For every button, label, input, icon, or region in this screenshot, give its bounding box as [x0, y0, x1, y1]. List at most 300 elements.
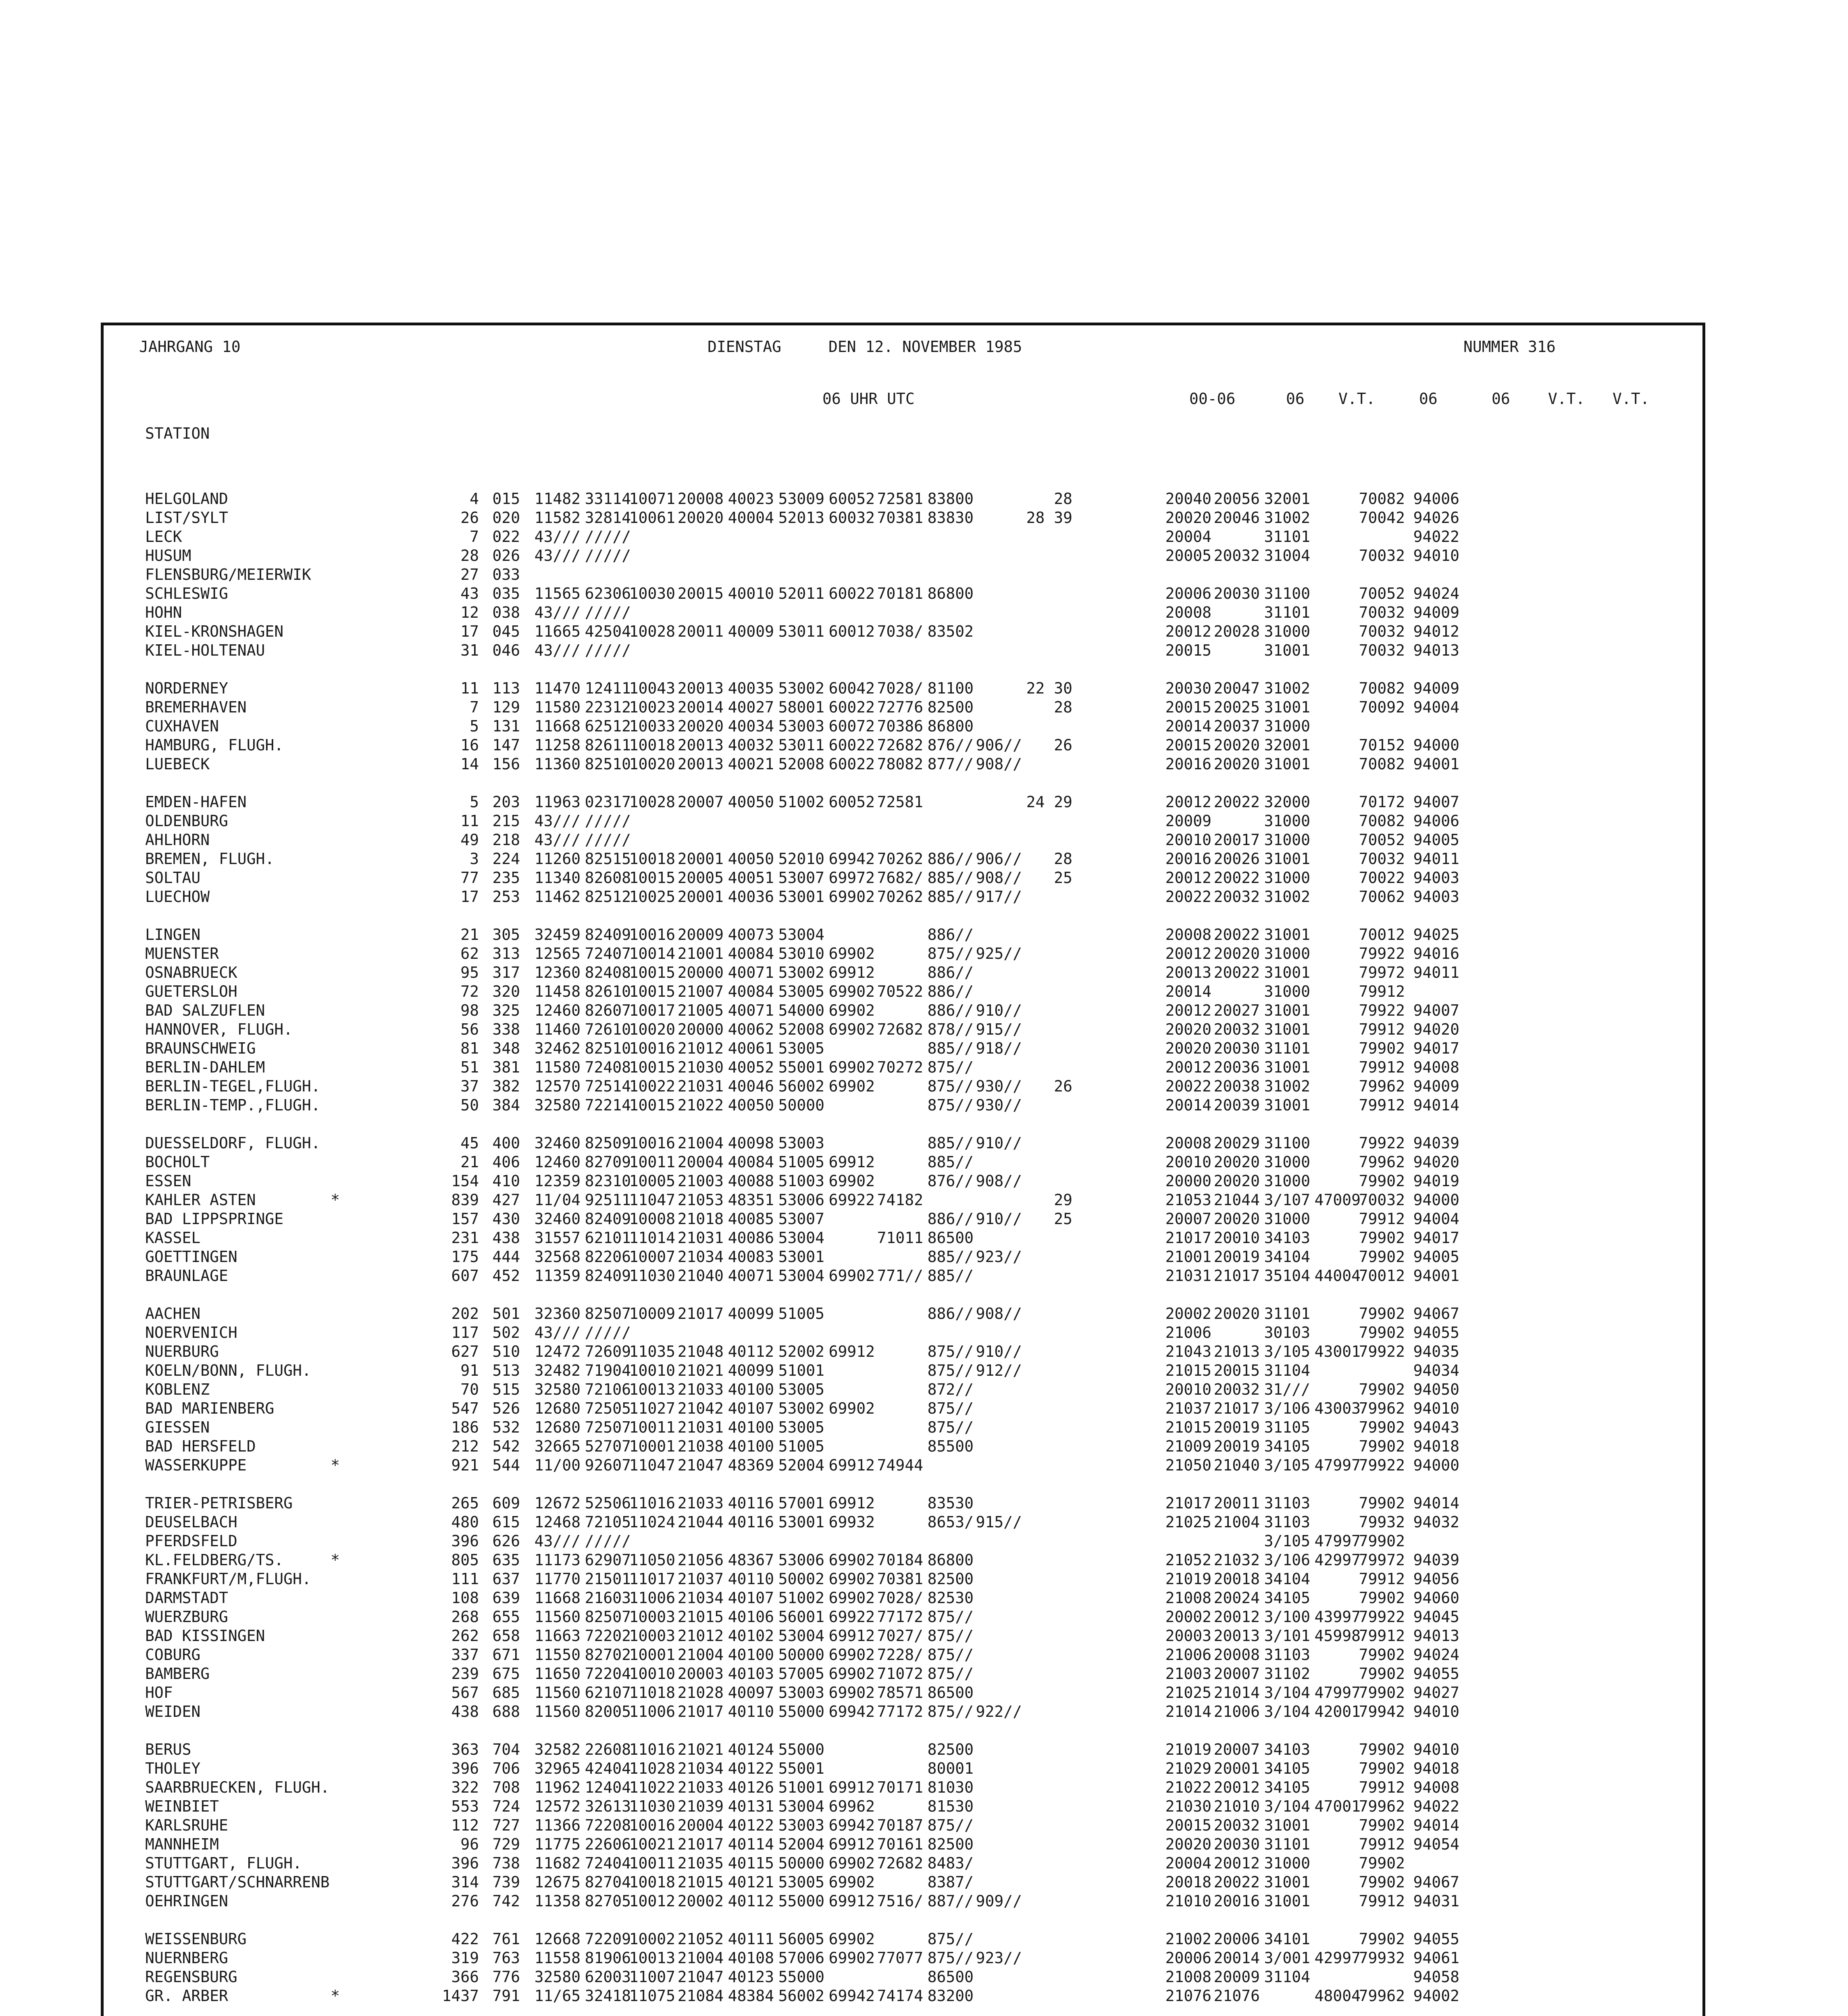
weekday-label: DIENSTAG — [708, 338, 782, 356]
cell: 12468 — [534, 1513, 581, 1531]
cell: 94022 — [1413, 528, 1459, 546]
station-name: WUERZBURG — [145, 1608, 228, 1626]
station-name: SCHLESWIG — [145, 585, 228, 602]
cell: 21034 — [677, 1760, 724, 1777]
cell: 11016 — [629, 1494, 675, 1512]
table-row — [145, 887, 1709, 906]
cell: 78571 — [877, 1684, 923, 1702]
cell: 805 — [451, 1551, 479, 1569]
cell: 20014 — [1165, 983, 1211, 1000]
table-row — [145, 1778, 1709, 1797]
cell: 10003 — [629, 1627, 675, 1645]
cell: 147 — [492, 736, 520, 754]
cell: 94009 — [1413, 679, 1459, 697]
cell: 10015 — [629, 1058, 675, 1076]
cell: 10015 — [629, 1096, 675, 1114]
cell: 885// — [927, 1248, 974, 1266]
cell: 53007 — [778, 869, 824, 887]
table-row — [145, 1664, 1709, 1683]
cell: 22608 — [585, 1741, 631, 1758]
cell: 885// — [927, 888, 974, 906]
cell: 94007 — [1413, 1002, 1459, 1019]
cell: 11/00 — [534, 1456, 581, 1474]
cell: 30103 — [1264, 1324, 1310, 1341]
cell: 212 — [451, 1437, 479, 1455]
cell: 31001 — [1264, 1096, 1310, 1114]
cell: 20046 — [1213, 509, 1260, 527]
cell: 11963 — [534, 793, 581, 811]
cell: 32580 — [534, 1381, 581, 1398]
cell: 20003 — [1165, 1627, 1211, 1645]
station-name: GUETERSLOH — [145, 983, 237, 1000]
cell: 44004 — [1314, 1267, 1361, 1285]
cell: 20030 — [1213, 1039, 1260, 1057]
cell: 20032 — [1213, 1381, 1260, 1398]
cell: ///// — [585, 831, 631, 849]
cell: 40088 — [728, 1172, 774, 1190]
cell: 11668 — [534, 717, 581, 735]
cell: 10022 — [629, 1077, 675, 1095]
table-row — [145, 944, 1709, 963]
cell: 12472 — [534, 1343, 581, 1360]
cell: 94026 — [1413, 509, 1459, 527]
cell: 53002 — [778, 964, 824, 981]
cell: 94007 — [1413, 793, 1459, 811]
cell: 21034 — [677, 1589, 724, 1607]
cell: 79902 — [1359, 1589, 1405, 1607]
cell: 31/// — [1264, 1381, 1310, 1398]
station-name: BERLIN-DAHLEM — [145, 1058, 265, 1076]
cell: 40107 — [728, 1400, 774, 1417]
cell: 51002 — [778, 1589, 824, 1607]
cell: 923// — [976, 1949, 1022, 1967]
cell: 7516/ — [877, 1892, 923, 1910]
cell: 31557 — [534, 1229, 581, 1247]
cell: 43/// — [534, 1324, 581, 1341]
station-name: BAD KISSINGEN — [145, 1627, 265, 1645]
cell: 31000 — [1264, 812, 1310, 830]
cell: 94008 — [1413, 1058, 1459, 1076]
cell: 876// — [927, 1172, 974, 1190]
cell: 020 — [492, 509, 520, 527]
cell: 21030 — [1165, 1797, 1211, 1815]
cell: 20013 — [677, 755, 724, 773]
cell: 79912 — [1359, 1096, 1405, 1114]
group-spacer — [145, 774, 1709, 793]
cell: 20022 — [1165, 888, 1211, 906]
cell: 94058 — [1413, 1968, 1459, 1986]
cell: 79922 — [1359, 1002, 1405, 1019]
cell: 21001 — [677, 945, 724, 962]
cell: 21017 — [1213, 1267, 1260, 1285]
cell: 70022 — [1359, 869, 1405, 887]
cell: 40071 — [728, 1267, 774, 1285]
cell: 11366 — [534, 1816, 581, 1834]
cell: 21015 — [1165, 1362, 1211, 1379]
table-row — [145, 565, 1709, 584]
cell: 11470 — [534, 679, 581, 697]
table-row — [145, 1532, 1709, 1551]
cell: 10011 — [629, 1418, 675, 1436]
cell: 62 — [460, 945, 479, 962]
cell: 69902 — [828, 1873, 875, 1891]
cell: 94014 — [1413, 1494, 1459, 1512]
cell: 11022 — [629, 1779, 675, 1796]
cell: 045 — [492, 623, 520, 640]
cell: 94004 — [1413, 698, 1459, 716]
cell: 20022 — [1213, 964, 1260, 981]
cell: 20005 — [1165, 547, 1211, 564]
cell: 872// — [927, 1381, 974, 1398]
cell: 94014 — [1413, 1816, 1459, 1834]
cell: 94003 — [1413, 869, 1459, 887]
cell: 79912 — [1359, 1020, 1405, 1038]
cell: 79902 — [1359, 1172, 1405, 1190]
cell: 11258 — [534, 736, 581, 754]
cell: 31101 — [1264, 1305, 1310, 1322]
period-label-4: 06 — [1492, 390, 1510, 408]
cell: 40111 — [728, 1930, 774, 1948]
station-name: NORDERNEY — [145, 679, 228, 697]
cell: ///// — [585, 1324, 631, 1341]
cell: 72507 — [585, 1418, 631, 1436]
cell: 69902 — [828, 888, 875, 906]
cell: 886// — [927, 1305, 974, 1322]
cell: 31001 — [1264, 641, 1310, 659]
cell: 218 — [492, 831, 520, 849]
group-spacer — [145, 1115, 1709, 1134]
table-row — [145, 1627, 1709, 1645]
cell: 20019 — [1213, 1437, 1260, 1455]
cell: 42997 — [1314, 1949, 1361, 1967]
station-header: STATION — [145, 425, 210, 442]
cell: 11260 — [534, 850, 581, 868]
cell: 11016 — [629, 1741, 675, 1758]
table-row — [145, 925, 1709, 944]
cell: 20013 — [677, 679, 724, 697]
cell: 20001 — [1213, 1760, 1260, 1777]
cell: 55001 — [778, 1058, 824, 1076]
cell: 875// — [927, 1400, 974, 1417]
cell: 910// — [976, 1134, 1022, 1152]
cell: 875// — [927, 1096, 974, 1114]
cell: 43/// — [534, 604, 581, 621]
cell: 79902 — [1359, 1229, 1405, 1247]
cell: 72106 — [585, 1381, 631, 1398]
cell: 21603 — [585, 1589, 631, 1607]
cell: 21050 — [1165, 1456, 1211, 1474]
station-name: LIST/SYLT — [145, 509, 228, 527]
cell: 427 — [492, 1191, 520, 1209]
cell: 40106 — [728, 1608, 774, 1626]
table-row — [145, 1001, 1709, 1020]
cell: 94018 — [1413, 1437, 1459, 1455]
cell: 32001 — [1264, 736, 1310, 754]
cell: 396 — [451, 1854, 479, 1872]
cell: 876// — [927, 736, 974, 754]
cell: 21006 — [1165, 1646, 1211, 1664]
cell: 40122 — [728, 1760, 774, 1777]
cell: 40100 — [728, 1646, 774, 1664]
cell: 51 — [460, 1058, 479, 1076]
cell: 21039 — [677, 1797, 724, 1815]
cell: 31104 — [1264, 1968, 1310, 1986]
cell: 20013 — [1213, 1627, 1260, 1645]
cell: 7028/ — [877, 679, 923, 697]
cell: 21047 — [677, 1968, 724, 1986]
station-name: SAARBRUECKEN, FLUGH. — [145, 1779, 330, 1796]
cell: 40085 — [728, 1210, 774, 1228]
cell: 26 — [1054, 736, 1072, 754]
cell: 4 — [470, 490, 479, 508]
cell: 32462 — [534, 1039, 581, 1057]
cell: 908// — [976, 755, 1022, 773]
cell: 32580 — [534, 1968, 581, 1986]
station-name: LINGEN — [145, 926, 201, 943]
cell: 94003 — [1413, 888, 1459, 906]
cell: 917// — [976, 888, 1022, 906]
table-row — [145, 1835, 1709, 1854]
cell: 40108 — [728, 1949, 774, 1967]
station-name: MUENSTER — [145, 945, 219, 962]
cell: 33114 — [585, 490, 631, 508]
cell: 20030 — [1213, 585, 1260, 602]
station-name: KIEL-KRONSHAGEN — [145, 623, 284, 640]
cell: 20003 — [677, 1665, 724, 1683]
cell: 69912 — [828, 1779, 875, 1796]
cell: 82507 — [585, 1608, 631, 1626]
cell: 20011 — [1213, 1494, 1260, 1512]
cell: 70152 — [1359, 736, 1405, 754]
cell: 8387/ — [927, 1873, 974, 1891]
station-name: WASSERKUPPE — [145, 1456, 247, 1474]
cell: 94043 — [1413, 1418, 1459, 1436]
cell: 72776 — [877, 698, 923, 716]
cell: 325 — [492, 1002, 520, 1019]
cell: 675 — [492, 1665, 520, 1683]
cell: 21005 — [677, 1002, 724, 1019]
station-name: NUERNBERG — [145, 1949, 228, 1967]
cell: 79912 — [1359, 1892, 1405, 1910]
period-label-2: V.T. — [1338, 390, 1376, 408]
cell: 69932 — [828, 1513, 875, 1531]
cell: 10016 — [629, 1039, 675, 1057]
cell: 82510 — [585, 755, 631, 773]
cell: 79972 — [1359, 1551, 1405, 1569]
cell: 82500 — [927, 1741, 974, 1758]
cell: 82409 — [585, 1210, 631, 1228]
cell: 20012 — [1165, 623, 1211, 640]
cell: 175 — [451, 1248, 479, 1266]
cell: 53005 — [778, 1873, 824, 1891]
table-row — [145, 1418, 1709, 1437]
cell: 40004 — [728, 509, 774, 527]
cell: 10030 — [629, 585, 675, 602]
cell: 56005 — [778, 1930, 824, 1948]
cell: 98 — [460, 1002, 479, 1019]
cell: 72209 — [585, 1930, 631, 1948]
cell: 8653/ — [927, 1513, 974, 1531]
table-row — [145, 812, 1709, 831]
cell: 43/// — [534, 831, 581, 849]
cell: 74182 — [877, 1191, 923, 1209]
cell: 51005 — [778, 1305, 824, 1322]
cell: 21030 — [677, 1058, 724, 1076]
cell: 31001 — [1264, 1058, 1310, 1076]
cell: 31001 — [1264, 964, 1310, 981]
cell: 627 — [451, 1343, 479, 1360]
cell: 94025 — [1413, 926, 1459, 943]
cell: 875// — [927, 1949, 974, 1967]
cell: 20012 — [1213, 1608, 1260, 1626]
cell: 21019 — [1165, 1741, 1211, 1758]
cell: 21014 — [1213, 1684, 1260, 1702]
volume-label: JAHRGANG 10 — [139, 338, 241, 356]
cell: 406 — [492, 1153, 520, 1171]
cell: 20007 — [1213, 1741, 1260, 1758]
cell: 77172 — [877, 1608, 923, 1626]
cell: 79962 — [1359, 1077, 1405, 1095]
cell: 69942 — [828, 850, 875, 868]
cell: 10015 — [629, 983, 675, 1000]
cell: 20020 — [1165, 1039, 1211, 1057]
cell: 704 — [492, 1741, 520, 1758]
table-row — [145, 1494, 1709, 1513]
cell: 20030 — [1213, 1835, 1260, 1853]
cell: 10020 — [629, 1020, 675, 1038]
cell: 79902 — [1359, 1741, 1405, 1758]
cell: 96 — [460, 1835, 479, 1853]
cell: 94004 — [1413, 1210, 1459, 1228]
cell: 70092 — [1359, 698, 1405, 716]
cell: 20007 — [677, 793, 724, 811]
column-headers — [0, 389, 1848, 462]
cell: 112 — [451, 1816, 479, 1834]
cell: 83530 — [927, 1494, 974, 1512]
cell: 28 — [460, 547, 479, 564]
cell: 40027 — [728, 698, 774, 716]
cell: 3/104 — [1264, 1684, 1310, 1702]
cell: 70272 — [877, 1058, 923, 1076]
station-name: OSNABRUECK — [145, 964, 237, 981]
cell: 10015 — [629, 964, 675, 981]
cell: 72682 — [877, 1020, 923, 1038]
cell: 20016 — [1213, 1892, 1260, 1910]
cell: 69902 — [828, 1020, 875, 1038]
station-name: HANNOVER, FLUGH. — [145, 1020, 293, 1038]
cell: 70082 — [1359, 812, 1405, 830]
cell: 20011 — [677, 623, 724, 640]
cell: 422 — [451, 1930, 479, 1948]
cell: 724 — [492, 1797, 520, 1815]
cell: 21033 — [677, 1779, 724, 1796]
cell: 21025 — [1165, 1684, 1211, 1702]
cell: 31000 — [1264, 945, 1310, 962]
cell: 31000 — [1264, 1854, 1310, 1872]
cell: 923// — [976, 1248, 1022, 1266]
cell: 40052 — [728, 1058, 774, 1076]
cell: 348 — [492, 1039, 520, 1057]
cell: 82515 — [585, 850, 631, 868]
cell: 94011 — [1413, 964, 1459, 981]
cell: 317 — [492, 964, 520, 981]
cell: 40035 — [728, 679, 774, 697]
cell: 21044 — [677, 1513, 724, 1531]
cell: 81530 — [927, 1797, 974, 1815]
cell: 20020 — [1213, 945, 1260, 962]
cell: 60022 — [828, 755, 875, 773]
cell: 20040 — [1165, 490, 1211, 508]
cell: 21038 — [677, 1437, 724, 1455]
cell: 7682/ — [877, 869, 923, 887]
table-row — [145, 698, 1709, 717]
cell: 12668 — [534, 1930, 581, 1948]
station-name: BRAUNSCHWEIG — [145, 1039, 256, 1057]
cell: 70082 — [1359, 755, 1405, 773]
cell: 20020 — [677, 509, 724, 527]
cell: 78082 — [877, 755, 923, 773]
cell: 20016 — [1165, 755, 1211, 773]
cell: 94002 — [1413, 1987, 1459, 2005]
mountain-marker: * — [331, 1551, 340, 1569]
cell: 53004 — [778, 1267, 824, 1285]
cell: 40010 — [728, 585, 774, 602]
cell: 70012 — [1359, 926, 1405, 943]
cell: 20020 — [677, 717, 724, 735]
station-name: KOBLENZ — [145, 1381, 210, 1398]
cell: 94000 — [1413, 1456, 1459, 1474]
cell: 40099 — [728, 1362, 774, 1379]
table-row — [145, 1266, 1709, 1285]
group-spacer — [145, 906, 1709, 925]
cell: 7 — [470, 528, 479, 546]
cell: 31000 — [1264, 831, 1310, 849]
cell: 21001 — [1165, 1248, 1211, 1266]
cell: 79902 — [1359, 1039, 1405, 1057]
cell: 21015 — [677, 1608, 724, 1626]
cell: 203 — [492, 793, 520, 811]
cell: 12672 — [534, 1494, 581, 1512]
cell: 12411 — [585, 679, 631, 697]
cell: 21056 — [677, 1551, 724, 1569]
cell: 11017 — [629, 1570, 675, 1588]
cell: 10007 — [629, 1248, 675, 1266]
cell: 40126 — [728, 1779, 774, 1796]
cell: 526 — [492, 1400, 520, 1417]
cell: 94011 — [1413, 850, 1459, 868]
station-name: AHLHORN — [145, 831, 210, 849]
cell: 85500 — [927, 1437, 974, 1455]
cell: 31 — [460, 641, 479, 659]
cell: ///// — [585, 812, 631, 830]
cell: 20015 — [1165, 698, 1211, 716]
mountain-marker: * — [331, 1456, 340, 1474]
cell: 319 — [451, 1949, 479, 1967]
station-name: BAD SALZUFLEN — [145, 1002, 265, 1019]
cell: 55001 — [778, 1760, 824, 1777]
cell: 34101 — [1264, 1930, 1310, 1948]
cell: 52004 — [778, 1456, 824, 1474]
cell: 21017 — [1165, 1229, 1211, 1247]
station-name: DARMSTADT — [145, 1589, 228, 1607]
group-spacer — [145, 1475, 1709, 1494]
cell: 32460 — [534, 1210, 581, 1228]
cell: 79922 — [1359, 945, 1405, 962]
cell: 637 — [492, 1570, 520, 1588]
table-row — [145, 1039, 1709, 1058]
cell: 86800 — [927, 585, 974, 602]
cell: 82530 — [927, 1589, 974, 1607]
